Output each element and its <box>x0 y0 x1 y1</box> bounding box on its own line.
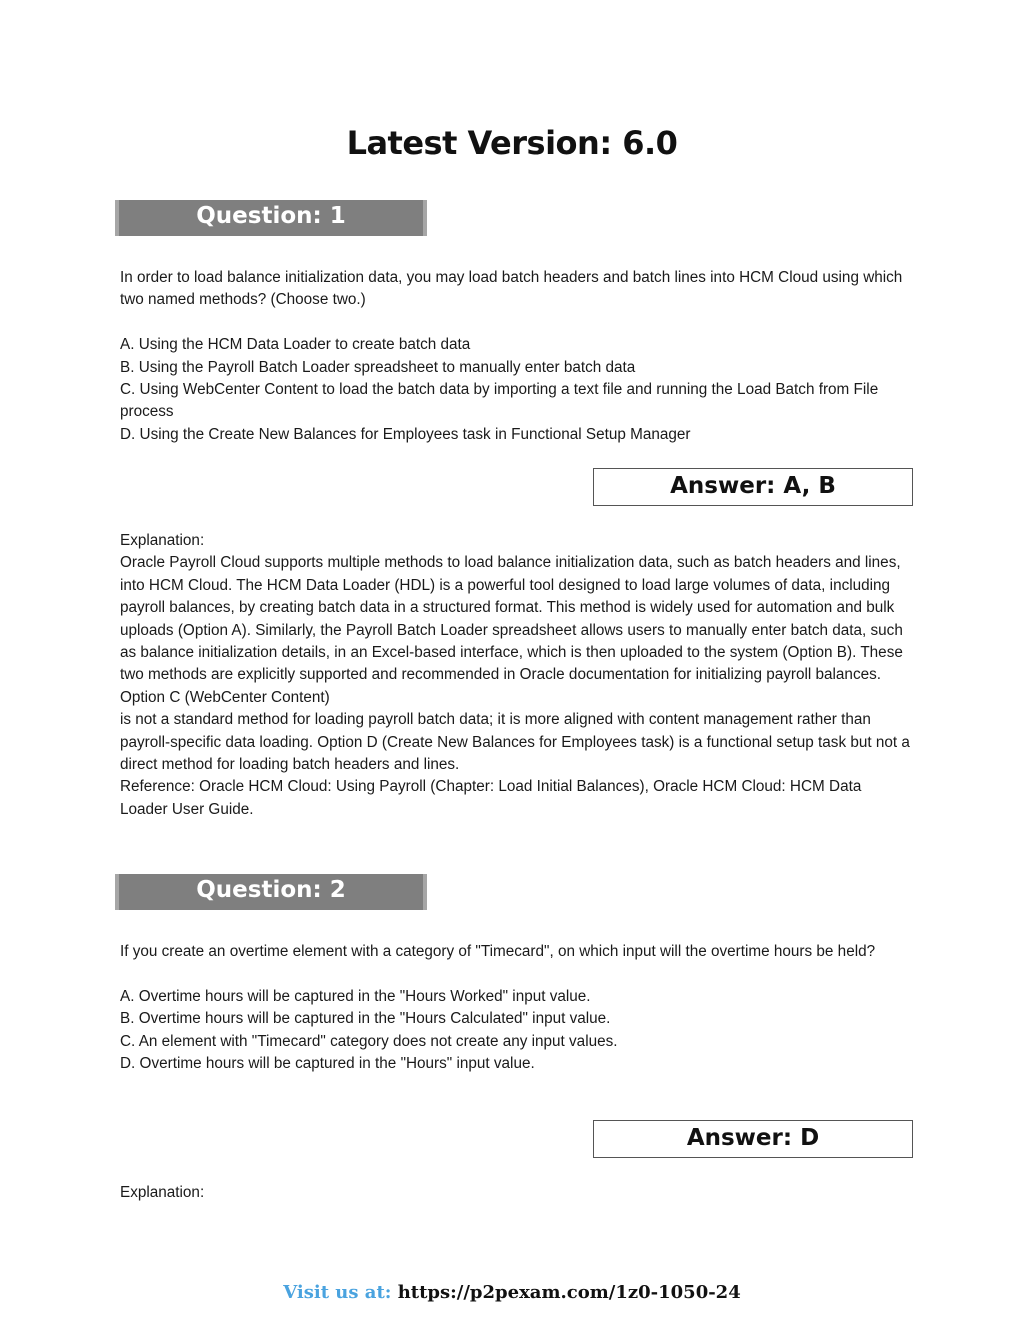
question-2-option-c: C. An element with "Timecard" category does not create any input values. <box>120 1032 618 1050</box>
question-1-option-c: C. Using WebCenter Content to load the batch data by importing a text file and running the Load Batch from File process <box>120 381 879 421</box>
footer <box>0 1282 1024 1303</box>
question-2-option-d: D. Overtime hours will be captured in the "Hours" input value. <box>120 1055 535 1073</box>
question-2-answer-box <box>593 1120 913 1158</box>
question-1-header: Question: 1 <box>196 203 346 229</box>
question-1-explanation-label: Explanation: <box>120 532 205 549</box>
question-2-body <box>120 941 910 1075</box>
question-1-option-d: D. Using the Create New Balances for Employees task in Functional Setup Manager <box>120 425 691 443</box>
page-title: Latest Version: 6.0 <box>346 124 678 162</box>
question-2-option-b: B. Overtime hours will be captured in the "Hours Calculated" input value. <box>120 1010 611 1028</box>
question-1-explanation-para-1: Oracle Payroll Cloud supports multiple methods to load balance initialization data, such as batch headers and lines, into HCM Cloud. The HCM Data Loader (HDL) is a powerful tool designed to load large volumes of data, including payroll balances, by creating batch data in a structured format. This method is widely used for automation and bulk uploads (Option A). Similarly, the Payroll Batch Loader spreadsheet allows users to manually enter batch data, such as balance initialization details, in an Excel-based interface, which is then uploaded to the system (Option B). These two methods are explicitly supported and recommended in Oracle documentation for initializing payroll balances. Option C (WebCenter Content) <box>120 554 903 706</box>
question-2-explanation <box>120 1182 910 1204</box>
question-2-header-bar <box>115 874 427 910</box>
question-1-header-bar <box>115 200 427 236</box>
question-2-answer: Answer: D <box>686 1125 820 1151</box>
question-1-option-b: B. Using the Payroll Batch Loader spreadsheet to manually enter batch data <box>120 358 636 376</box>
question-1-answer: Answer: A, B <box>670 473 836 499</box>
question-1-answer-box <box>593 468 913 506</box>
question-1-explanation-reference: Reference: Oracle HCM Cloud: Using Payroll (Chapter: Load Initial Balances), Oracle HCM Cloud: HCM Data Loader User Guide. <box>120 778 862 818</box>
question-1-prompt: In order to load balance initialization data, you may load batch headers and batch lines into HCM Cloud using which two named methods? (Choose two.) <box>120 269 903 309</box>
question-2-header: Question: 2 <box>196 877 346 903</box>
question-2-prompt: If you create an overtime element with a category of "Timecard", on which input will the overtime hours be held? <box>120 943 876 960</box>
question-1-explanation-para-2: is not a standard method for loading payroll batch data; it is more aligned with content management rather than payroll-specific data loading. Option D (Create New Balances for Employees task) is a functional setup task but not a direct method for loading batch headers and lines. <box>120 711 910 774</box>
footer-url-link[interactable]: https://p2pexam.com/1z0-1050-24 <box>397 1282 741 1303</box>
question-1-explanation <box>120 530 910 821</box>
footer-label: Visit us at: <box>283 1282 392 1303</box>
question-2-option-a: A. Overtime hours will be captured in the "Hours Worked" input value. <box>120 987 591 1005</box>
question-2-explanation-label: Explanation: <box>120 1184 205 1201</box>
question-1-body <box>120 267 910 446</box>
question-1-option-a: A. Using the HCM Data Loader to create batch data <box>120 336 471 354</box>
